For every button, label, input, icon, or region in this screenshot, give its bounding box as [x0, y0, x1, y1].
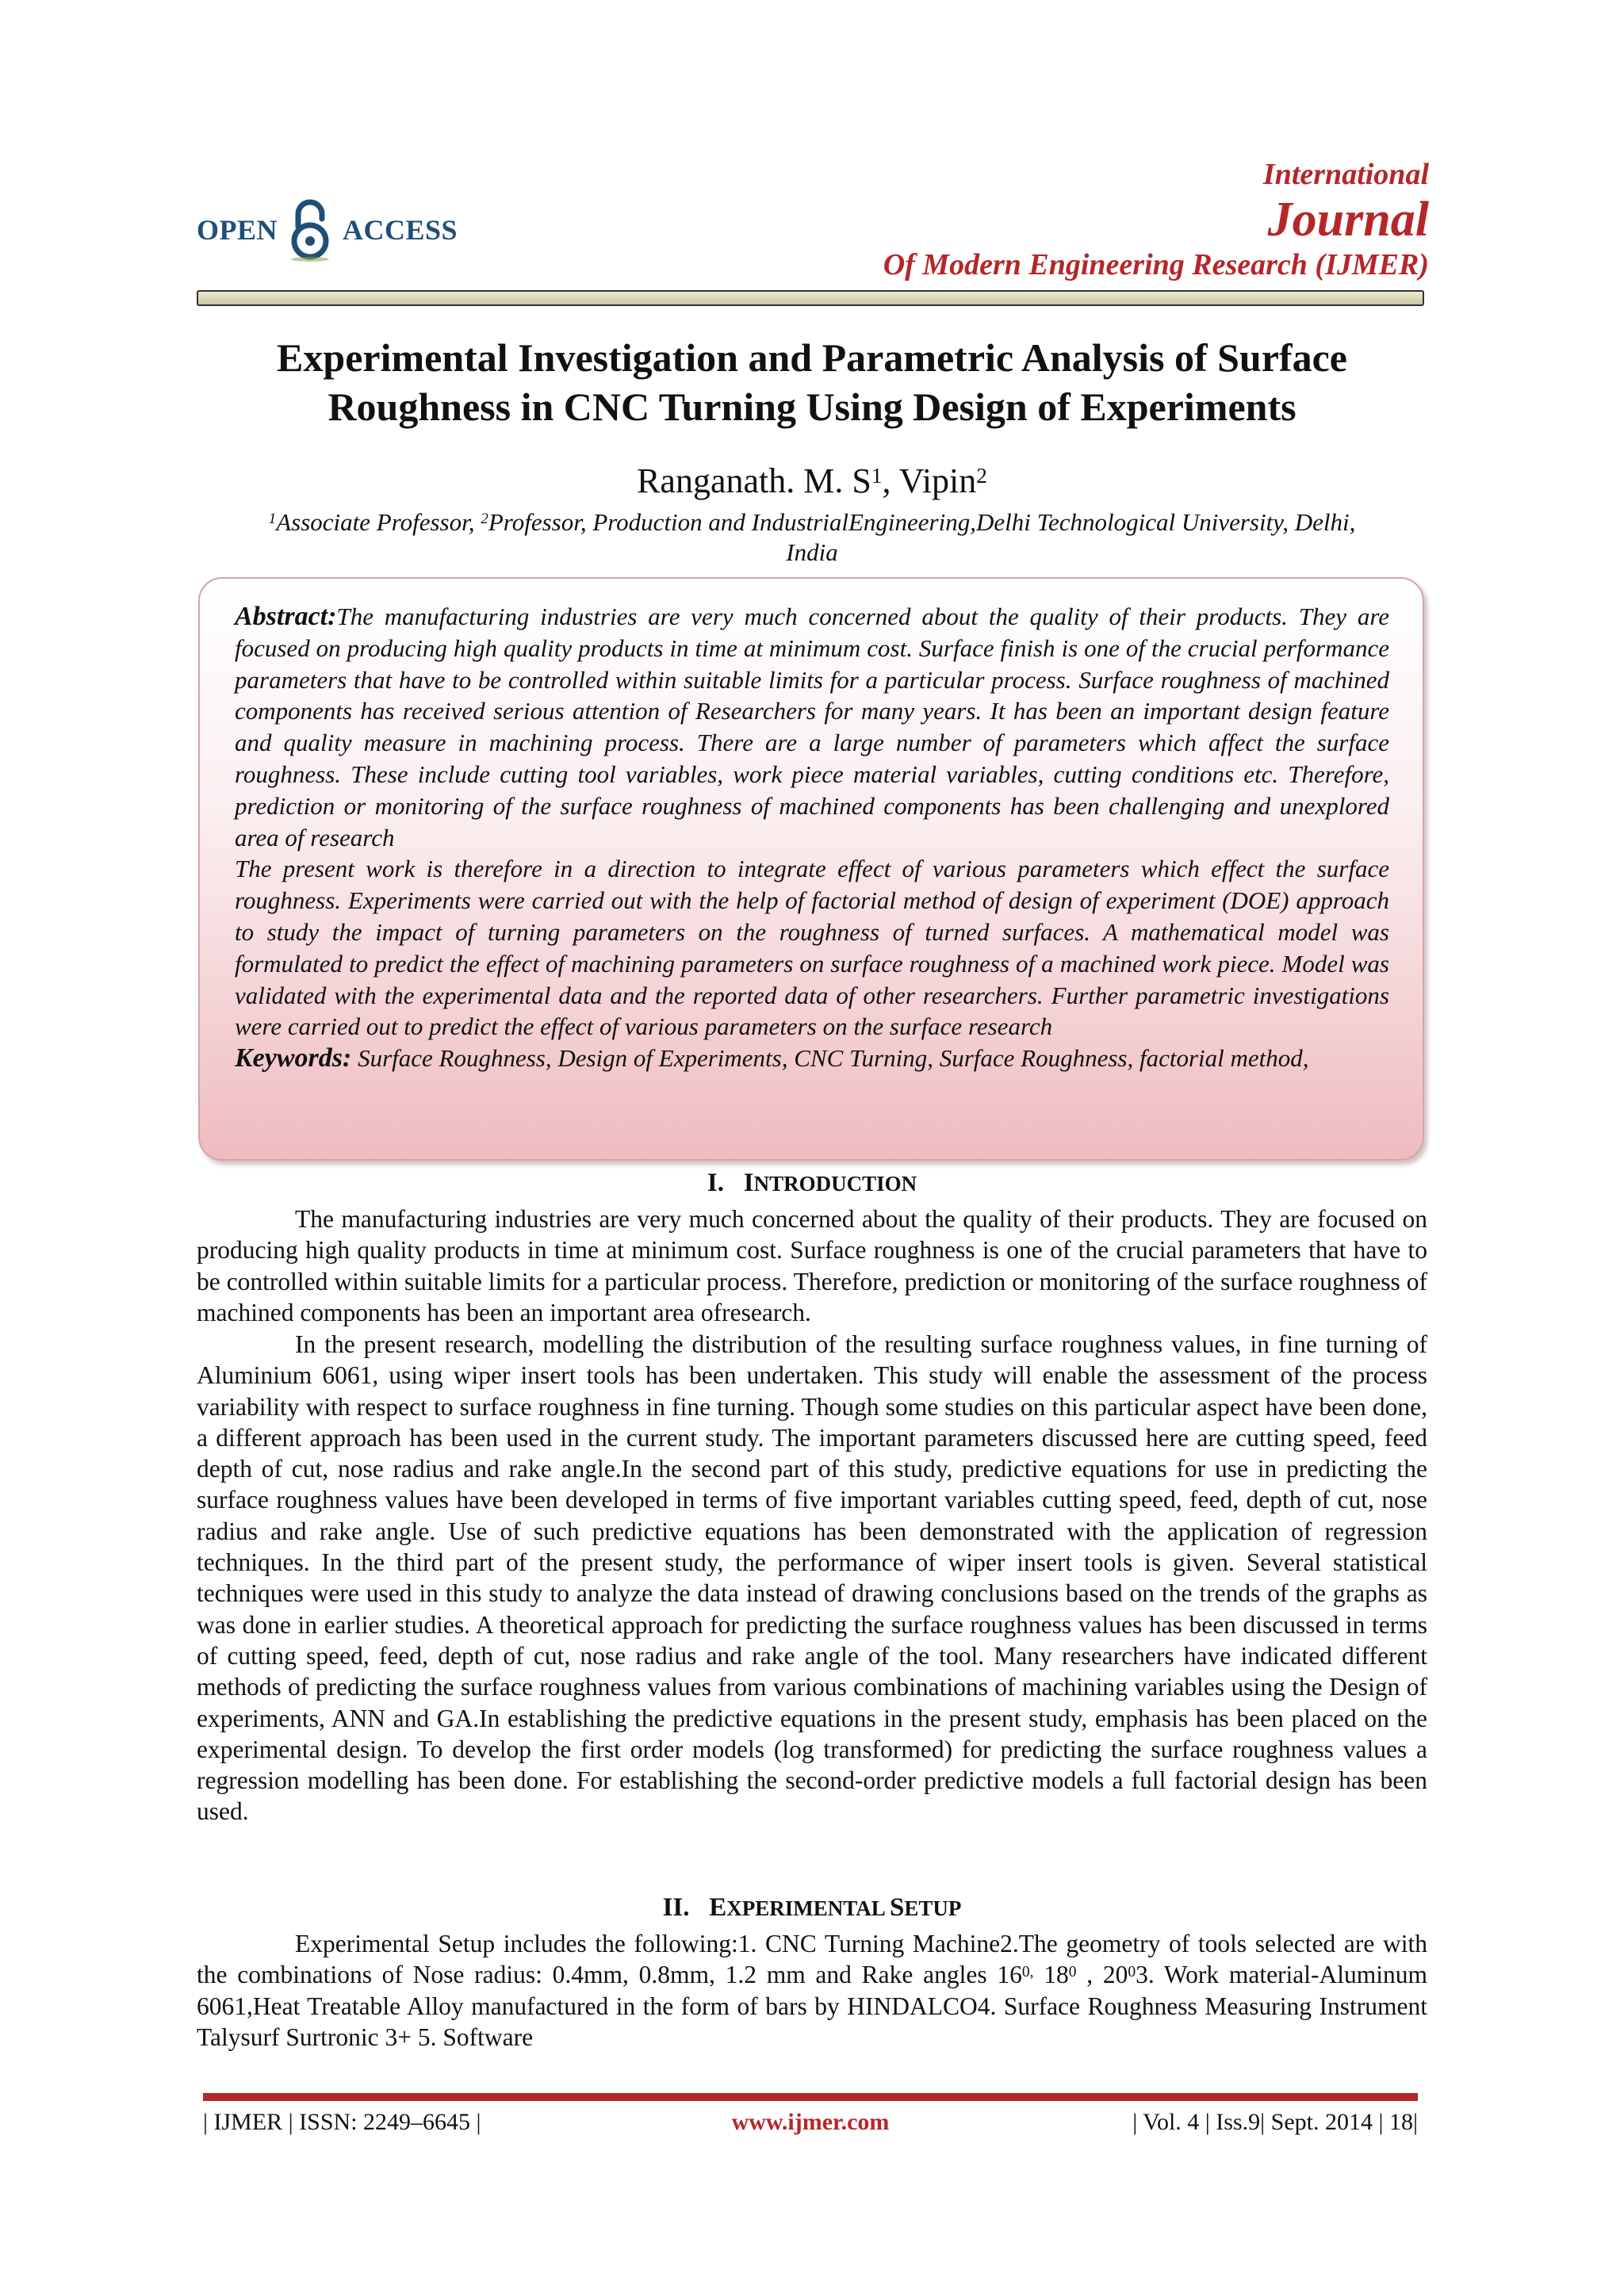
paper-title: [197, 333, 1427, 431]
section-1-title-initial: I: [743, 1169, 754, 1197]
author-list: [197, 460, 1427, 503]
paper-title-line2: Roughness in CNC Turning Using Design of Experiments: [327, 385, 1297, 429]
setup-sup-b: 0: [1068, 1963, 1077, 1980]
section-heading-introduction: [197, 1169, 1427, 1198]
open-access-right-text: ACCESS: [343, 214, 458, 246]
abstract-paragraph-1: [235, 601, 1389, 853]
setup-paragraph: [197, 1928, 1427, 2053]
footer-divider-bar: [203, 2093, 1418, 2101]
section-2-number: II.: [662, 1893, 690, 1922]
abstract-paragraph-2: The present work is therefore in a direction to integrate effect of various parameters which effect the surface roughness. Experiments were carried out with the help of factorial method of design of experiment (DOE) approach to study the impact of turning parameters on the roughness of turned surfaces. A mathematical model was formulated to predict the effect of machining parameters on surface roughness of a machined work piece. Model was validated with the experimental data and the reported data of other researchers. Further parametric investigations were carried out to predict the effect of various parameters on the surface research: [235, 855, 1389, 1041]
footer-website-link[interactable]: www.ijmer.com: [731, 2109, 890, 2135]
setup-text-d: 3. Work material-Aluminum 6061,Heat Treatable Alloy manufactured in the form of bars by HINDALCO4. Surface Roughness Measuring Instrument Talysurf Surtronic 3+ 5. Software: [197, 1961, 1428, 2051]
journal-line-journal: Journal: [1267, 193, 1429, 247]
author-1-affiliation-mark: 1: [871, 463, 883, 488]
section-2-word1-rest: XPERIMENTAL: [726, 1896, 891, 1920]
section-1-title-rest: NTRODUCTION: [753, 1172, 917, 1196]
section-1-number: I.: [707, 1169, 724, 1197]
intro-paragraph-2: In the present research, modelling the distribution of the resulting surface roughness values, in fine turning of Aluminium 6061, using wiper insert tools has been undertaken. This study will enable the assessment of the process variability with respect to surface roughness in fine turning. Though some studies on this particular aspect have been done, a different approach has been used in the current study. The important parameters discussed here are cutting speed, feed depth of cut, nose radius and rake angle.In the second part of this study, predictive equations for use in predicting the surface roughness values have been developed in terms of five important variables cutting speed, feed, depth of cut, nose radius and rake angle. Use of such predictive equations has been demonstrated with the application of regression techniques. In the third part of the present study, the performance of wiper insert tools is given. Several statistical techniques were used in this study to analyze the data instead of drawing conclusions based on the trends of the graphs as was done in earlier studies. A theoretical approach for predicting the surface roughness values has been discussed in terms of cutting speed, feed, depth of cut, nose radius and rake angle of the tool. Many researchers have indicated different methods of predicting the surface roughness values from various combinations of machining variables using the Design of experiments, ANN and GA.In establishing the predictive equations in the present study, emphasis has been placed on the experimental design. To develop the first order models (log transformed) for predicting the surface roughness values a regression modelling has been done. For establishing the second-order predictive models a full factorial design has been used.: [197, 1330, 1427, 1826]
journal-line-international: International: [1262, 158, 1429, 191]
keywords-label: Keywords:: [235, 1043, 352, 1073]
author-1-name: Ranganath. M. S: [637, 461, 871, 500]
author-2-affiliation-mark: 2: [976, 463, 987, 488]
affiliation-line1: [197, 507, 1427, 538]
author-separator: ,: [882, 461, 899, 500]
section-2-word2-initial: S: [890, 1893, 905, 1922]
open-access-logo: [197, 208, 458, 252]
journal-masthead: [883, 157, 1429, 282]
setup-text-c: , 20: [1076, 1961, 1128, 1989]
abstract-label: Abstract:: [235, 602, 337, 631]
affiliation-text-1: Associate Professor,: [276, 508, 481, 536]
section-2-word2-rest: ETUP: [904, 1896, 962, 1920]
setup-sup-c: 0: [1128, 1963, 1136, 1980]
setup-sup-a: 0,: [1021, 1963, 1034, 1980]
section-2-word1-initial: E: [709, 1893, 727, 1922]
affiliation-text-2: Professor, Production and IndustrialEngineering,Delhi Technological University, Delhi,: [488, 508, 1356, 536]
keywords-text: Surface Roughness, Design of Experiments, CNC Turning, Surface Roughness, factorial method,: [351, 1044, 1309, 1073]
setup-text-a: Experimental Setup includes the following:1. CNC Turning Machine2.The geometry of tools selected are with the combinations of Nose radius: 0.4mm, 0.8mm, 1.2 mm and Rake angles 16: [197, 1930, 1427, 1989]
keywords-paragraph: [235, 1043, 1389, 1074]
paper-title-line1: Experimental Investigation and Parametric Analysis of Surface: [277, 335, 1347, 380]
footer-volume-page: | Vol. 4 | Iss.9| Sept. 2014 | 18|: [1132, 2109, 1418, 2135]
abstract-box: [198, 577, 1424, 1161]
setup-text-b: 18: [1033, 1961, 1069, 1989]
footer-issn: | IJMER | ISSN: 2249–6645 |: [203, 2109, 481, 2135]
journal-line-name: Of Modern Engineering Research (IJMER): [883, 248, 1429, 281]
intro-paragraph-1: The manufacturing industries are very much concerned about the quality of their products. They are focused on producing high quality products in time at minimum cost. Surface roughness is one of the crucial parameters that have to be controlled within suitable limits for a particular process. Therefore, prediction or monitoring of the surface roughness of machined components has been an important area ofresearch.: [197, 1205, 1427, 1326]
open-lock-icon: [287, 198, 333, 262]
author-2-name: Vipin: [898, 461, 977, 500]
section-heading-experimental-setup: [197, 1893, 1427, 1923]
page-footer: [203, 2109, 1418, 2141]
affiliation-line2: India: [786, 538, 838, 566]
affiliation: [197, 507, 1427, 568]
header-divider-bar: [197, 290, 1424, 306]
open-access-left-text: OPEN: [197, 214, 278, 246]
affiliation-mark-2: 2: [481, 511, 488, 528]
affiliation-mark-1: 1: [268, 511, 277, 528]
abstract-text-1: The manufacturing industries are very much concerned about the quality of their products. They are focused on producing high quality products in time at minimum cost. Surface finish is one of the crucial performance parameters that have to be controlled within suitable limits for a particular process. Surface roughness of machined components has received serious attention of Researchers for many years. It has been an important design feature and quality measure in machining process. There are a large number of parameters which affect the surface roughness. These include cutting tool variables, work piece material variables, cutting conditions etc. Therefore, prediction or monitoring of the surface roughness of machined components has been challenging and unexplored area of research: [235, 603, 1389, 851]
